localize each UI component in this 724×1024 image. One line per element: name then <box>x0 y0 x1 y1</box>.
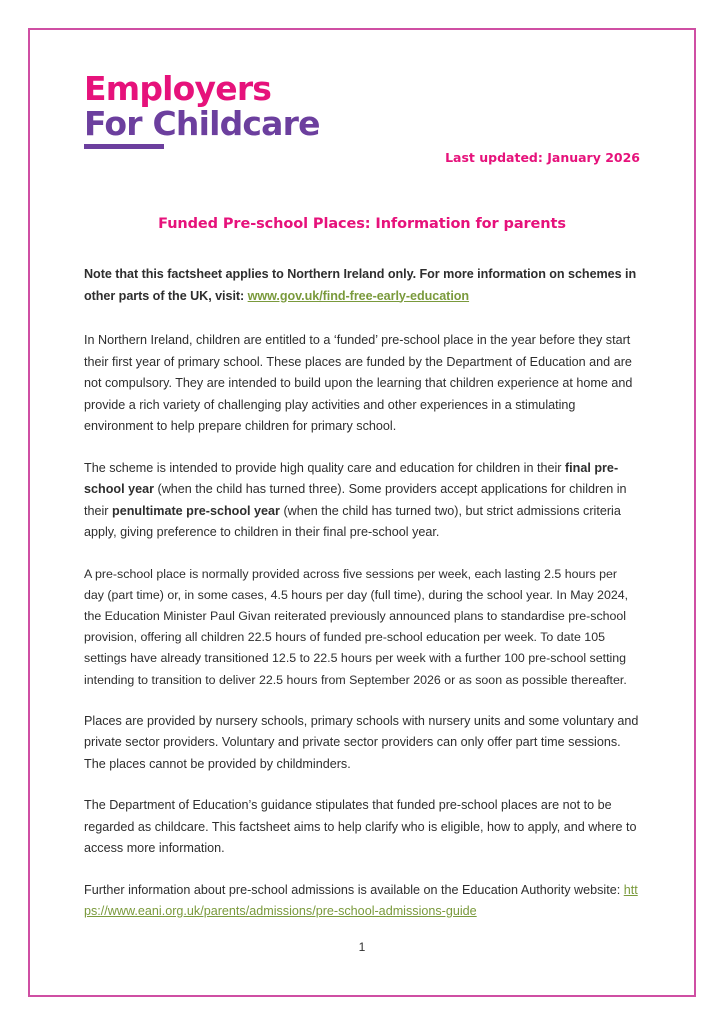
paragraph-guidance: The Department of Education’s guidance stipulates that funded pre-school places are not to be regarded as childcare. This factsheet aims to help clarify who is eligible, how to apply, and where to access more information. <box>84 798 637 856</box>
eani-admissions-guide-link[interactable]: https://www.eani.org.uk/parents/admissions/pre-school-admissions-guide <box>84 882 638 919</box>
scheme-text-1: The scheme is intended to provide high quality care and education for children in their <box>84 460 565 475</box>
logo-word-for: For <box>84 104 142 143</box>
further-info-text: Further information about pre-school admissions is available on the Education Authority website: <box>84 882 624 897</box>
paragraph-entitlement: In Northern Ireland, children are entitled to a ‘funded’ pre-school place in the year before they start their first year of primary school. These places are funded by the Department of Education and are not compulsory. They are intended to build upon the learning that children experience at home and provide a rich variety of challenging play activities and other experiences in a stimulating environment to help prepare children for primary school. <box>84 333 633 433</box>
scheme-text-2: (when the child has turned three). Some providers accept applications for children in their <box>84 482 627 518</box>
paragraph-scheme-years <box>84 458 640 544</box>
employers-for-childcare-logo <box>84 69 384 149</box>
logo-word-childcare: Childcare <box>152 104 320 143</box>
gov-uk-early-education-link[interactable]: www.gov.uk/find-free-early-education <box>247 288 470 303</box>
logo-text-employers: Employers <box>84 69 272 108</box>
note-text: Note that this factsheet applies to Northern Ireland only. For more information on schemes in other parts of the UK, visit: <box>84 267 637 303</box>
logo-text-for-childcare <box>84 106 384 142</box>
final-pre-school-year-bold: final pre-school year <box>84 460 619 496</box>
document-header <box>84 56 640 174</box>
logo-underline-bar <box>84 144 164 149</box>
page-number: 1 <box>358 940 366 954</box>
last-updated-label: Last updated: January 2026 <box>445 150 640 165</box>
penultimate-pre-school-year-bold: penultimate pre-school year <box>112 503 280 518</box>
scheme-text-3: (when the child has turned two), but strict admissions criteria apply, giving preference to children in their final pre-school year. <box>84 503 621 539</box>
northern-ireland-note <box>84 264 640 307</box>
paragraph-further-information <box>84 880 640 923</box>
page-title: Funded Pre-school Places: Information for parents <box>158 216 566 232</box>
paragraph-providers: Places are provided by nursery schools, primary schools with nursery units and some voluntary and private sector providers. Voluntary and private sector providers can only offer part time sessions. The places cannot be provided by childminders. <box>84 713 639 771</box>
paragraph-hours-provision: A pre-school place is normally provided across five sessions per week, each lasting 2.5 hours per day (part time) or, in some cases, 4.5 hours per day (full time), during the school year. In May 2024, the Education Minister Paul Givan reiterated previously announced plans to standardise pre-school provision, offering all children 22.5 hours of funded pre-school education per week. To date 105 settings have already transitioned 12.5 to 22.5 hours per week with a further 100 pre-school setting intending to transition to deliver 22.5 hours from September 2026 or as soon as possible thereafter. <box>84 566 629 687</box>
